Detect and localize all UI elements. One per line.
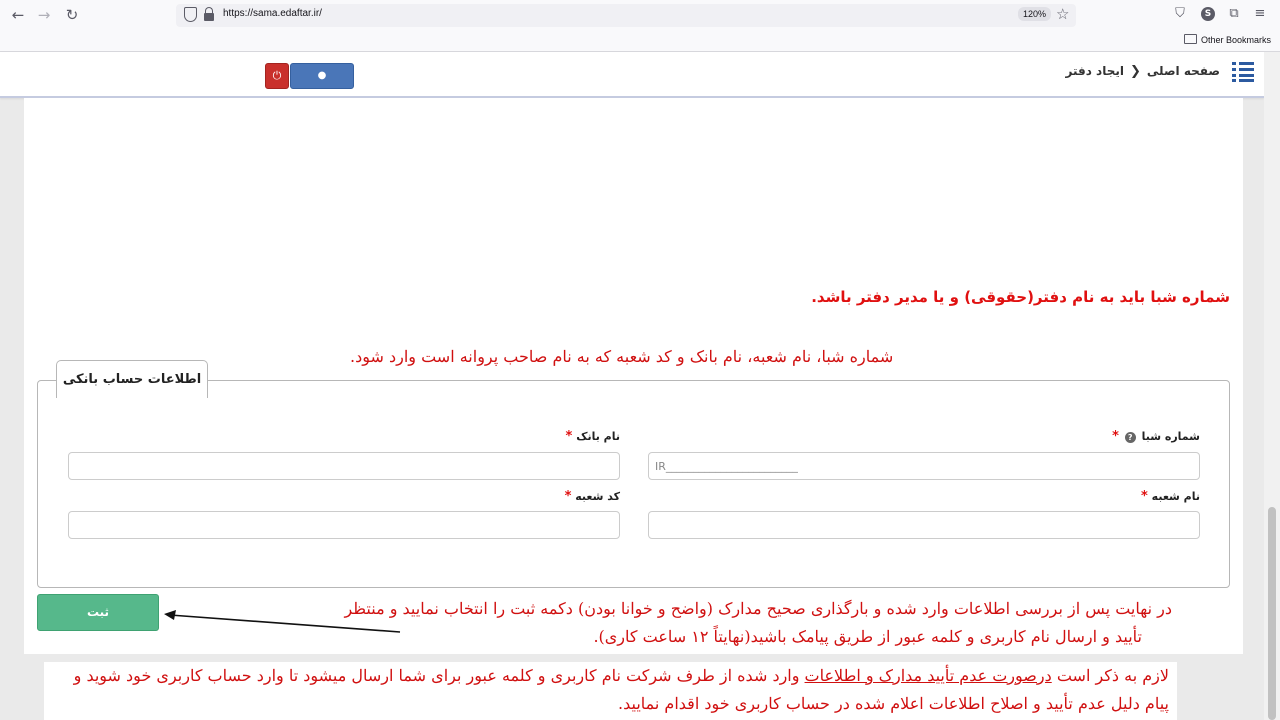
required-mark: *: [565, 429, 573, 444]
branch-code-label-text: کد شعبه: [575, 490, 620, 503]
breadcrumb-home[interactable]: صفحه اصلی: [1146, 64, 1220, 78]
other-bookmarks[interactable]: [1184, 34, 1271, 45]
browser-toolbar: [0, 0, 1280, 52]
other-bookmarks-label: Other Bookmarks: [1200, 35, 1271, 45]
sidebar-menu-icon[interactable]: [1232, 62, 1254, 82]
bank-name-label: [566, 429, 620, 444]
sheba-label-text: شماره شبا: [1141, 430, 1200, 443]
back-icon[interactable]: ←: [11, 6, 25, 24]
user-icon: ●: [317, 70, 327, 81]
sheba-label: [1112, 429, 1200, 444]
logout-button[interactable]: [265, 63, 289, 89]
shield-icon[interactable]: [184, 7, 197, 22]
required-mark: *: [1112, 429, 1119, 444]
menu-icon[interactable]: ≡: [1254, 6, 1266, 21]
breadcrumb-current: ایجاد دفتر: [1065, 64, 1124, 78]
pocket-icon[interactable]: ⛉: [1175, 6, 1185, 21]
account-icon[interactable]: S: [1201, 7, 1215, 21]
user-profile-button[interactable]: [290, 63, 354, 89]
required-mark: *: [564, 489, 572, 504]
lock-icon[interactable]: [204, 13, 214, 21]
required-mark: *: [1141, 489, 1148, 504]
submit-instruction-line1: در نهایت پس از بررسی اطلاعات وارد شده و بارگذاری صحیح مدارک (واضح و خوانا بودن) دکمه ثبت را انتخاب نمایید و منتظر: [344, 599, 1172, 618]
zoom-level-button[interactable]: 120%: [1018, 7, 1051, 21]
branch-name-label: [1141, 489, 1200, 504]
power-icon: ⏻: [272, 69, 282, 82]
sheba-owner-note: شماره شبا باید به نام دفتر(حقوقی) و یا مدیر دفتر باشد.: [811, 288, 1230, 306]
forward-icon[interactable]: →: [37, 6, 51, 24]
branch-code-label: [565, 489, 620, 504]
bookmark-star-icon[interactable]: ☆: [1056, 5, 1070, 23]
chevron-left-icon: ❮: [1130, 64, 1141, 79]
page-scrollbar[interactable]: [1264, 52, 1280, 720]
reload-icon[interactable]: ↻: [65, 6, 79, 24]
folder-icon: [1184, 34, 1197, 44]
site-header: [0, 52, 1264, 98]
scrollbar-thumb[interactable]: [1268, 507, 1276, 720]
submit-button[interactable]: ثبت: [37, 594, 159, 631]
bank-account-fieldset: [37, 380, 1230, 588]
rejection-note-part3: وارد شده از طرف شرکت نام کاربری و کلمه عبور برای شما ارسال میشود تا وارد حساب کاربری خود شوید و پیام دلیل عدم تأیید و اصلاح اطلاعات اعلام شده در حساب کاربری خود اقدام نمایید.: [73, 666, 1169, 713]
bank-name-input[interactable]: [68, 452, 620, 480]
branch-name-input[interactable]: [648, 511, 1200, 539]
help-icon[interactable]: ?: [1125, 432, 1136, 443]
extensions-icon[interactable]: ⧉: [1229, 6, 1239, 21]
rejection-note-underlined: درصورت عدم تأیید مدارک و اطلاعات: [804, 666, 1052, 685]
main-content: [24, 98, 1243, 654]
url-text[interactable]: https://sama.edaftar.ir/: [223, 8, 322, 19]
license-hint-note: شماره شبا، نام شعبه، نام بانک و کد شعبه که به نام صاحب پروانه است وارد شود.: [350, 347, 894, 366]
sheba-input[interactable]: [648, 452, 1200, 480]
bank-name-label-text: نام بانک: [576, 430, 620, 443]
branch-code-input[interactable]: [68, 511, 620, 539]
address-bar[interactable]: [176, 4, 1076, 27]
bank-account-legend: اطلاعات حساب بانکی: [56, 360, 208, 398]
rejection-note: [44, 662, 1177, 720]
branch-name-label-text: نام شعبه: [1151, 490, 1200, 503]
rejection-note-part1: لازم به ذکر است: [1051, 666, 1169, 685]
submit-instruction-line2: تأیید و ارسال نام کاربری و کلمه عبور از طریق پیامک باشید(نهایتاً ۱۲ ساعت کاری).: [593, 627, 1142, 646]
breadcrumb: [1066, 64, 1221, 79]
submit-instruction: [262, 595, 1172, 651]
